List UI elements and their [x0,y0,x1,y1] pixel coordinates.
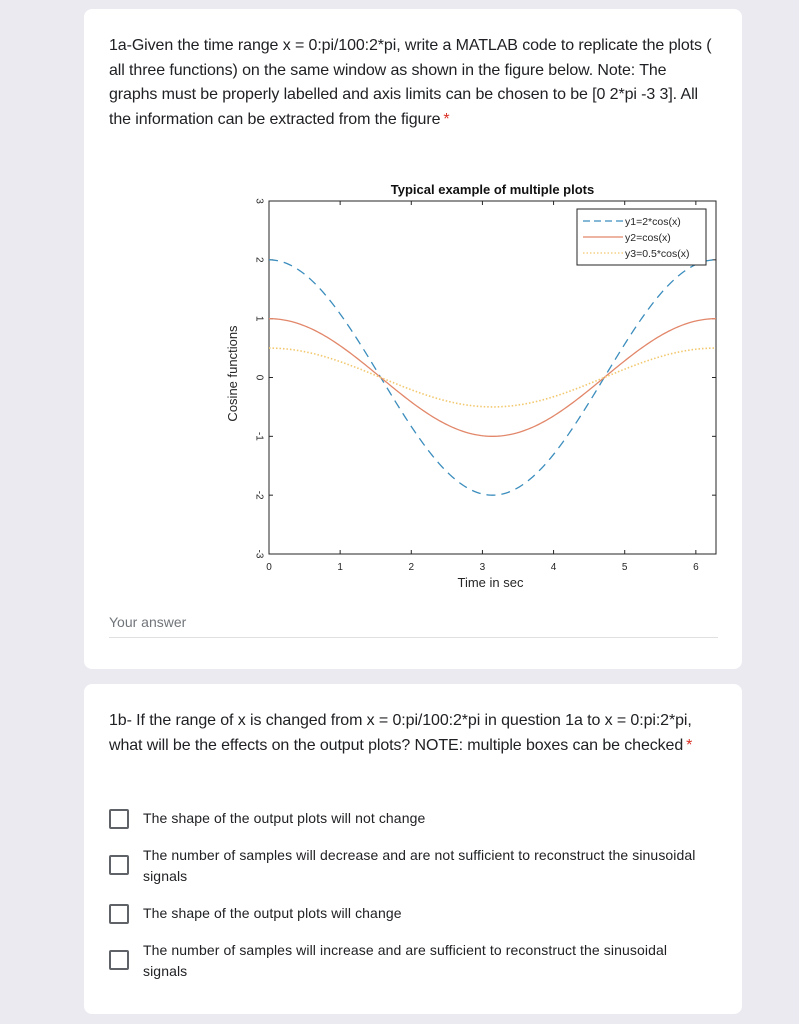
x-tick-label: 6 [693,562,699,573]
option-2[interactable] [109,845,709,886]
legend-entry-3: y3=0.5*cos(x) [625,248,690,260]
required-asterisk: * [443,110,450,128]
answer-input[interactable]: Your answer [109,614,187,630]
chart-title: Typical example of multiple plots [390,182,595,197]
legend-entry-1: y1=2*cos(x) [625,216,681,228]
x-tick-label: 2 [408,562,415,573]
x-tick-label: 1 [337,562,343,573]
question-card-1b [84,684,742,1014]
required-asterisk: * [686,736,693,754]
figure-multiple-plots [129,167,699,607]
checkbox-option-3[interactable] [109,904,129,924]
option-2-label: The number of samples will decrease and are not sufficient to reconstruct the sinusoidal signals [143,847,696,884]
y-axis-label: Cosine functions [225,325,240,422]
option-1[interactable] [109,808,709,829]
y-tick-label: 0 [253,374,265,381]
y-tick-label: 3 [253,198,265,204]
question-1a-body: 1a-Given the time range x = 0:pi/100:2*pi, write a MATLAB code to replicate the plots ( all three functions) on the same window as shown in the figure below. Note: The graphs must be properly labelled and axis limits can be chosen to be [0 2*pi -3 3]. All the information can be extracted from the figure [109,37,712,128]
legend-entry-2: y2=cos(x) [625,232,671,244]
cosine-chart [129,167,699,607]
option-4[interactable] [109,940,709,981]
checkbox-option-1[interactable] [109,809,129,829]
answer-underline [109,637,718,638]
y-tick-label: 1 [253,315,265,322]
x-tick-label: 3 [479,562,486,573]
y-tick-label: -1 [253,431,265,441]
question-1b-text [109,709,718,758]
y-tick-label: 2 [253,257,265,263]
y-tick-label: -2 [253,490,265,500]
question-card-1a [84,9,742,669]
option-4-label: The number of samples will increase and are sufficient to reconstruct the sinusoidal signals [143,942,668,979]
x-tick-label: 0 [266,562,272,573]
option-3[interactable] [109,903,709,924]
option-3-label: The shape of the output plots will change [143,905,402,921]
question-1a-text [109,34,718,132]
option-1-label: The shape of the output plots will not change [143,810,426,826]
y-tick-label: -3 [253,549,265,559]
x-axis-label: Time in sec [457,575,524,590]
checkbox-option-2[interactable] [109,855,129,875]
checkbox-option-4[interactable] [109,950,129,970]
x-tick-label: 4 [550,562,557,573]
question-1b-body: 1b- If the range of x is changed from x = 0:pi/100:2*pi in question 1a to x = 0:pi:2*pi, what will be the effects on the output plots? NOTE: multiple boxes can be checked [109,712,692,754]
x-tick-label: 5 [621,562,628,573]
